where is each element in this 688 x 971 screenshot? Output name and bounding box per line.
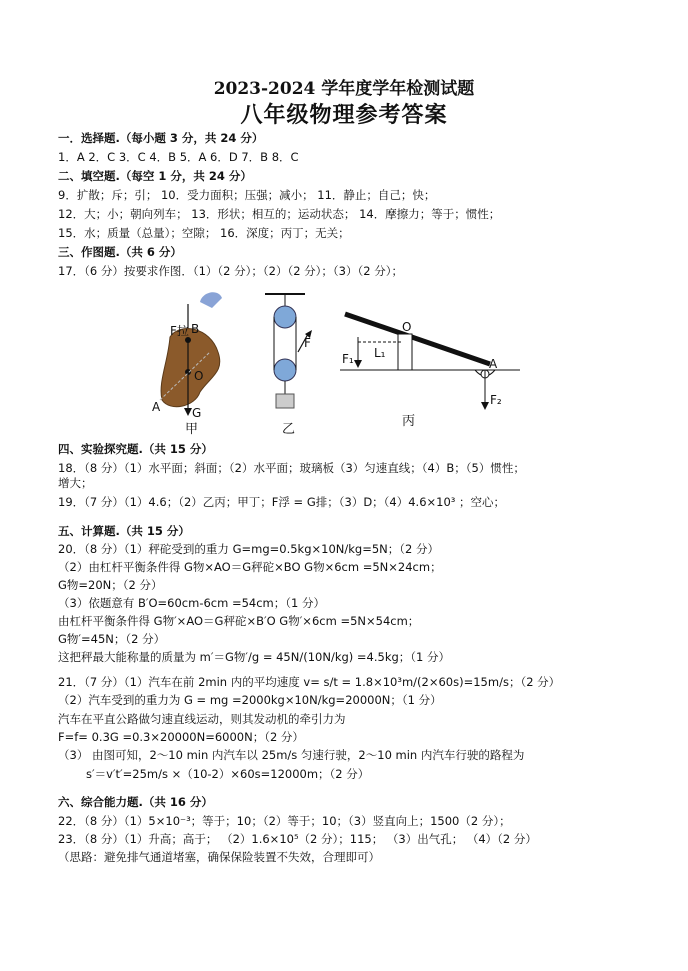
section-ability-heading: 六、综合能力题.（共 16 分） — [58, 795, 213, 809]
choice-answers: 1．A 2．C 3．C 4．B 5．A 6．D 7．B 8．C — [58, 150, 299, 164]
q18-answer-cont: 增大； — [58, 476, 93, 490]
q21-part3-result: s′＝v′t′=25m/s ×（10-2）×60s=12000m；（2 分） — [86, 767, 370, 781]
q20-part3-equation: 由杠杆平衡条件得 G物′×AO＝G秤砣×B′O G物′×6cm =5N×54cm； — [58, 614, 420, 628]
fill-answers-15-16: 15．水；质量（总量）；空隙； 16．深度；丙丁；无关； — [58, 226, 350, 240]
q20-part3: （3）依题意有 B′O=60cm-6cm =54cm；（1 分） — [58, 596, 325, 610]
q21-text: 汽车在平直公路做匀速直线运动，则其发动机的牵引力为 — [58, 712, 346, 726]
q17-text: 17．（6 分）按要求作图．（1）（2 分）；（2）（2 分）；（3）（2 分）； — [58, 264, 403, 278]
figure-jia — [160, 292, 222, 416]
figure-label-yi: 乙 — [282, 422, 296, 437]
q23-note: （思路：避免排气通道堵塞，确保保险装置不失效，合理即可） — [58, 850, 380, 864]
figure-mark: F拉 — [170, 324, 189, 338]
fill-answers-12-14: 12．大；小；朝向列车； 13．形状；相互的；运动状态； 14．摩擦力；等于；惯性； — [58, 207, 501, 221]
figure-label-bing: 丙 — [402, 414, 416, 429]
q20-part1: 20．（8 分）（1）秤砣受到的重力 G=mg=0.5kg×10N/kg=5N；（2 分） — [58, 542, 439, 556]
figure-mark: F₂ — [490, 393, 502, 407]
fill-answers-9-11: 9．扩散；斥；引； 10．受力面积；压强；减小； 11．静止；自己；快； — [58, 188, 436, 202]
section-drawing-heading: 三、作图题.（共 6 分） — [58, 245, 182, 259]
figure-mark: F — [304, 336, 311, 350]
q21-part1: 21．（7 分）（1）汽车在前 2min 内的平均速度 v= s/t = 1.8×10³m/(2×60s)=15m/s；（2 分） — [58, 675, 561, 689]
q23-answer: 23．（8 分）（1）升高；高于； （2）1.6×10⁵（2 分）；115； （3）出气孔； （4）（2 分） — [58, 832, 537, 846]
q20-part3-result: G物′=45N；（2 分） — [58, 632, 166, 646]
figure-mark: O — [402, 320, 412, 334]
q21-force: F=f= 0.3G =0.3×20000N=6000N；（2 分） — [58, 730, 304, 744]
figure-mark: B — [191, 322, 200, 336]
figure-mark: A — [152, 400, 161, 414]
figure-mark: F₁ — [342, 352, 354, 366]
figure-yi — [265, 294, 312, 408]
page-title-year: 2023-2024 学年度学年检测试题 — [213, 79, 475, 99]
section-choice-heading: 一．选择题.（每小题 3 分，共 24 分） — [58, 131, 264, 145]
q20-part2-result: G物=20N；（2 分） — [58, 578, 163, 592]
section-calc-heading: 五、计算题.（共 15 分） — [58, 524, 190, 538]
q20-part2: （2）由杠杆平衡条件得 G物×AO＝G秤砣×BO G物×6cm =5N×24cm； — [58, 560, 442, 574]
q20-conclusion: 这把秤最大能称量的质量为 m′＝G物′/g = 45N/(10N/kg) =4.5kg；（1 分） — [58, 650, 451, 664]
page-title: 八年级物理参考答案 — [240, 103, 448, 128]
q22-answer: 22．（8 分）（1）5×10⁻³；等于；10；（2）等于；10；（3）竖直向上；1500（2 分）； — [58, 814, 511, 828]
figure-label-jia: 甲 — [185, 422, 199, 437]
figure-mark: O — [194, 369, 204, 383]
figure-mark: L₁ — [374, 346, 386, 360]
section-experiment-heading: 四、实验探究题.（共 15 分） — [58, 442, 213, 456]
q21-part2: （2）汽车受到的重力为 G = mg =2000kg×10N/kg=20000N；（1 分） — [58, 693, 442, 707]
q21-part3: （3） 由图可知，2～10 min 内汽车以 25m/s 匀速行驶，2～10 min 内汽车行驶的路程为 — [58, 748, 525, 762]
figure-mark: A — [489, 357, 498, 371]
q19-answer: 19．（7 分）（1）4.6；（2）乙丙；甲丁；F浮 = G排；（3）D；（4）4.6×10³ ；空心； — [58, 495, 506, 509]
figure-mark: G — [192, 406, 202, 420]
section-fill-heading: 二、填空题.（每空 1 分，共 24 分） — [58, 169, 252, 183]
q18-answer: 18．（8 分）（1）水平面；斜面；（2）水平面；玻璃板（3）匀速直线；（4）B；（5）惯性； — [58, 461, 525, 475]
